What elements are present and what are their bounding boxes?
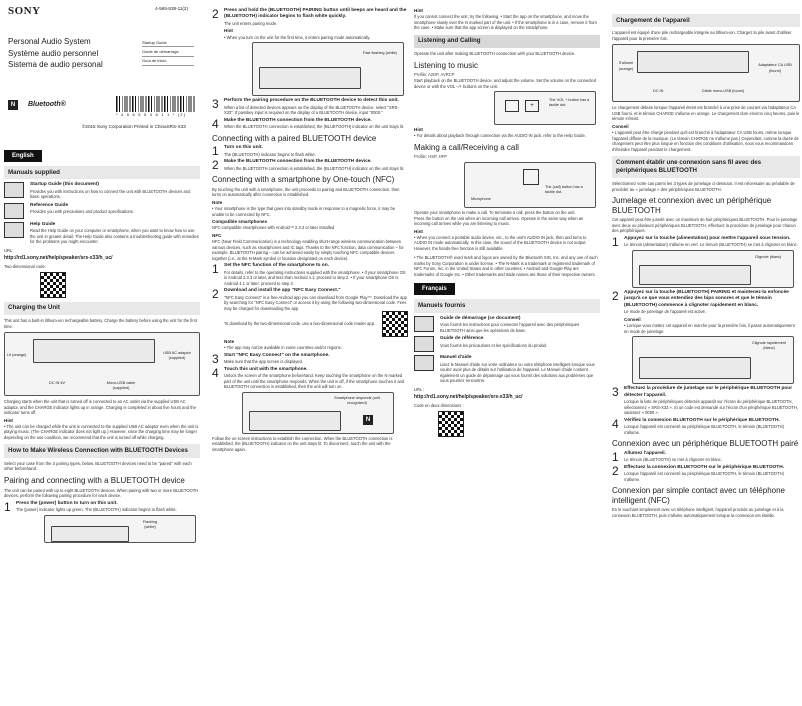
step-number: 4 xyxy=(212,116,219,131)
blink-white-label: Clignote (blanc) xyxy=(754,254,782,259)
reference-text: Provides you with precautions and product specifications. xyxy=(30,209,134,215)
call-figure xyxy=(464,162,596,208)
step-text: Unlock the screen of the smartphone beforehand. Keep touching the smartphone on the N marked part of the unit until the smartphone responds. When the unit is off, if the smartphone touches it and BLUETOOTH connection is established, then the unit will turn on. xyxy=(224,373,405,390)
help-url[interactable]: http://rd1.sony.net/help/speaker/srs-x33/h_uc/ xyxy=(414,394,523,401)
step-text: Le témoin (BLUETOOTH) se met à clignoter en blanc. xyxy=(624,457,722,463)
nfc-step-4 xyxy=(212,367,408,390)
computer-icon xyxy=(4,222,24,238)
column-english-1 xyxy=(4,0,200,706)
call-title: Making a call/Receiving a call xyxy=(414,142,519,152)
startup-title: Guide de démarrage (ce document) xyxy=(440,315,521,321)
step-title: Press the (power) button to turn on this unit. xyxy=(16,500,118,506)
call-profile: Profile: HSP, HFP xyxy=(414,154,447,160)
music-hint: • For details about playback through connection via the AUDIO IN jack, refer to the Help Guide. xyxy=(414,133,586,139)
wireless-intro: Select your case from the 3 pairing types, below. BLUETOOTH devices need to be "paired" with each other beforehand. xyxy=(4,460,192,472)
manual-help-fr xyxy=(414,355,600,384)
music-text: Start playback on the BLUETOOTH device, and adjust the volume. Set the volume on the connected device or with the VOL –/+ buttons on the unit. xyxy=(414,78,596,89)
lang-french: Français xyxy=(414,283,455,295)
help-title: Help Guide xyxy=(30,221,56,227)
speaker-illustration xyxy=(639,357,751,379)
step-number: 1 xyxy=(212,262,219,277)
nfc-note: • Your smartphone is the type that goes into standby mode in response to a magnetic force, it may be unable to be connected by NFC. xyxy=(212,206,396,217)
charge-hint: • L'appareil peut être chargé pendant qu'il est branché à l'adaptateur CA USB fourni, même lorsque l'appareil diffuse de la musique. (Le témoin CHARGE ne s'allume pas.) Cependant, comme la durée de chargement peut être plus longue en fonction des conditions d'utilisation, nous vous recommandons d'éteindre l'appareil pendant le chargement. xyxy=(612,130,799,152)
fr-paired-step-2 xyxy=(612,465,800,483)
n-mark-icon: N xyxy=(8,100,18,110)
step-title: Appuyez sur la touche (BLUETOOTH) PAIRING et maintenez-la enfoncée jusqu'à ce que vous entendiez des bips sonores et que le témoin (BLUETOOTH) commence à clignoter rapidement en blanc. xyxy=(624,289,789,308)
volume-minus-icon xyxy=(505,100,519,112)
reference-title: Guide de référence xyxy=(440,336,484,342)
nfc-step-2 xyxy=(212,288,408,351)
help-text: Lisez le Manuel d'aide sur votre ordinateur ou votre téléphone intelligent lorsque vous voulez avoir plus de détails sur l'utilisation de l'appareil. Le Manuel d'aide contient également un guide de dépannage qui vous fournit des solutions aux problèmes que vous pourriez rencontrer. xyxy=(440,361,595,384)
fr-paired-step-1 xyxy=(612,451,800,463)
paired-title: Connecting with a paired BLUETOOTH device xyxy=(212,133,377,143)
logo-row xyxy=(8,100,66,110)
title-es: Sistema de audio personal xyxy=(8,60,103,70)
wireless-intro: Sélectionnez votre cas parmi les 3 types de jumelage ci-dessous. Il est nécessaire au préalable de procéder au « jumelage » des périphériques BLUETOOTH. xyxy=(612,180,795,192)
step-text: When the BLUETOOTH connection is established, the (BLUETOOTH) indicator on the unit stays lit. xyxy=(224,165,405,171)
title-fr: Système audio personnel xyxy=(8,48,99,58)
pairing-title: Pairing and connecting with a BLUETOOTH device xyxy=(4,476,185,486)
music-profile: Profile: A2DP, AVRCP xyxy=(414,72,455,78)
column-french xyxy=(612,0,800,706)
step-title: Set the NFC function of the smartphone to on. xyxy=(224,263,329,269)
charge-text: Le chargement débute lorsque l'appareil éteint est branché à une prise de courant via l'adaptateur CA USB fourni, et le témoin CHARGE s'allume en orange. Le chargement dure environ cinq heures, puis le témoin s'éteint. xyxy=(612,105,800,122)
step-hint: • Lorsque vous mettez cet appareil en marche pour la première fois, il passe automatiquement en mode de jumelage. xyxy=(624,323,795,334)
step-title: Download and install the app "NFC Easy Connect." xyxy=(224,288,341,294)
step-title: Allumez l'appareil. xyxy=(624,450,666,456)
copyright-line xyxy=(82,124,186,130)
step-text: The unit enters pairing mode. xyxy=(224,20,278,26)
listening-intro: Operate the unit after making BLUETOOTH connection with your BLUETOOTH device. xyxy=(414,51,576,57)
step-title: Start "NFC Easy Connect" on the smartphone. xyxy=(224,352,330,358)
qr-code xyxy=(382,311,408,337)
paired-step-2 xyxy=(212,159,408,171)
manual-startup-fr xyxy=(414,316,600,334)
startup-text: Provides you with instructions on how to connect the unit with BLUETOOTH devices and basic operations. xyxy=(30,188,191,200)
url-label: URL: xyxy=(4,247,14,253)
speaker-illustration xyxy=(51,526,129,542)
step-number: 2 xyxy=(612,463,619,478)
qr-label: Code en deux dimensions : xyxy=(414,403,464,409)
reference-text: Vous fournit les précautions et les spécifications du produit. xyxy=(440,342,548,348)
tactile-label: The VOL + button has a tactile dot. xyxy=(549,98,590,108)
compat-heading: Compatible smartphones xyxy=(212,219,268,225)
step-hint: • When you turn on the unit for the first time, it enters pairing mode automatically. xyxy=(224,34,371,40)
conseil-heading: Conseil xyxy=(624,316,641,322)
nfc-touch-figure xyxy=(242,392,394,434)
help-text: Read the Help Guide on your computer or smartphone, when you want to know how to use the unit in greater detail. The Help Guide also contains a troubleshooting guide with remedies for the problems you might encounter. xyxy=(30,228,199,245)
manual-reference-fr xyxy=(414,336,600,352)
step-number: 2 xyxy=(612,288,619,303)
fr-step-3 xyxy=(612,386,800,415)
barcode-number: * 4 5 6 5 5 3 8 1 1 * (2) xyxy=(116,112,187,117)
fr-step-4 xyxy=(612,418,800,436)
nfc-title: Connecting with a smartphone by One-touch (NFC) xyxy=(212,175,395,185)
step-number: 3 xyxy=(212,97,219,112)
charge-intro: L'appareil est équipé d'une pile rechargeable intégrée au lithium-ion. Chargez la pile avant d'utiliser l'appareil pour la première fois. xyxy=(612,30,792,41)
column-english-2 xyxy=(212,0,408,706)
step-text: When a list of detected devices appears on the display of the BLUETOOTH device, select "SRS-X33". If passkey input is required on the display of a BLUETOOTH device, input "0000." xyxy=(224,104,399,116)
copyright-text: ©2015 Sony Corporation Printed in China xyxy=(82,124,167,129)
step-title: Perform the pairing procedure on the BLUETOOTH device to detect this unit. xyxy=(224,98,399,104)
fast-blink-label: Clignote rapidement (blanc) xyxy=(752,341,786,351)
step-number: 1 xyxy=(612,234,619,249)
step-text: Le mode de jumelage de l'appareil est activé. xyxy=(624,309,707,315)
step-text: Lorsque la liste de périphériques détectés apparaît sur l'écran du périphérique BLUETOOTH, sélectionnez « SRS-X33 ». Si un code est demandé sur l'écran d'un périphérique BLUETOOTH, saisissez « 0000 ». xyxy=(624,399,798,416)
guide-es: Guía de inicio xyxy=(142,57,194,66)
hint-heading: Hint xyxy=(414,127,423,133)
dc-in-label: DC IN xyxy=(653,89,664,94)
blink-figure xyxy=(632,250,794,288)
lit-orange-label: Lit (orange) xyxy=(7,353,27,358)
section-manuals: Manuals supplied xyxy=(4,166,200,179)
book-icon xyxy=(4,203,24,219)
section-wireless: How to Make Wireless Connection with BLUETOOTH Devices xyxy=(4,444,200,457)
section-charging: Charging the Unit xyxy=(4,302,200,315)
qr-label: Two-dimensional code: xyxy=(4,264,46,270)
step-text: "NFC Easy Connect" is a free Android app you can download from Google Play™. Download the app by searching for "NFC Easy Connect" or access it by using the following two-dimensional code. Fees may be charged for downloading the app. xyxy=(224,294,407,311)
step-number: 4 xyxy=(612,416,619,431)
pair-title: Jumelage et connexion avec un périphérique BLUETOOTH xyxy=(612,196,772,215)
pairing-intro: The unit can be paired with up to eight BLUETOOTH devices. When pairing with two or more BLUETOOTH devices, perform the following pairing procedure for each device. xyxy=(4,487,199,499)
speaker-illustration xyxy=(33,339,155,363)
step-3 xyxy=(212,98,408,116)
guide-fr: Guide de démarrage xyxy=(142,47,194,56)
conseil-heading: Conseil xyxy=(612,123,629,129)
reference-title: Reference Guide xyxy=(30,202,69,208)
computer-icon xyxy=(414,355,434,371)
follow-text: Follow the on-screen instructions to establish the connection. When the BLUETOOTH connection is established, the (BLUETOOTH) indicator on the unit stays lit. To disconnect, touch the unit with the smartphone again. xyxy=(212,435,393,452)
fr-step-2 xyxy=(612,290,800,334)
step-number: 4 xyxy=(212,365,219,380)
product-titles xyxy=(8,36,103,71)
lang-english: English xyxy=(4,150,42,162)
section-listening: Listening and Calling xyxy=(414,35,600,48)
book-icon xyxy=(414,336,434,352)
step-title: Appuyez sur la touche (alimentation) pour mettre l'appareil sous tension. xyxy=(624,235,791,241)
fast-flashing-label: Fast flashing (white) xyxy=(363,51,397,56)
bluetooth-logo: Bluetooth® xyxy=(28,101,66,109)
step-title: Make the BLUETOOTH connection from the BLUETOOTH device. xyxy=(224,117,372,123)
guide-list xyxy=(142,38,194,66)
column-english-french xyxy=(414,0,600,706)
help-title: Manuel d'aide xyxy=(440,355,472,361)
hint-heading: Hint xyxy=(4,417,13,423)
book-icon xyxy=(4,182,24,198)
startup-text: Vous fournit les instructions pour connecter l'appareil avec des périphériques BLUETOOTH ainsi que les opérations de base. xyxy=(440,322,580,333)
title-en: Personal Audio System xyxy=(8,37,91,46)
startup-title: Startup Guide (this document) xyxy=(30,182,100,188)
step-text: The (BLUETOOTH) indicator begins to flash white. xyxy=(224,151,316,157)
qr-code xyxy=(438,411,464,437)
paired-title: Connexion avec un périphérique BLUETOOTH pairé xyxy=(612,439,799,449)
section-manuels: Manuels fournis xyxy=(414,299,600,312)
hint-heading: Hint xyxy=(414,8,423,13)
nfc-intro: By touching the unit with a smartphone, the unit proceeds to pairing and BLUETOOTH connection, then turns on automatically after connection is established. xyxy=(212,186,400,198)
nfc-heading: NFC xyxy=(212,232,222,238)
ac-adaptor-label: USB AC adaptor (supplied) xyxy=(163,351,191,361)
step-text: Lorsque l'appareil est connecté au périphérique BLUETOOTH, le témoin (BLUETOOTH) s'allume. xyxy=(624,471,784,482)
hint-heading: Hint xyxy=(414,228,423,234)
speaker-illustration xyxy=(639,265,751,285)
responds-label: Smartphone responds (unit recognized) xyxy=(334,395,380,405)
charging-figure xyxy=(4,332,200,396)
fr-step-1 xyxy=(612,236,800,248)
step-title: Effectuez la connexion BLUETOOTH sur le périphérique BLUETOOTH. xyxy=(624,464,785,470)
step-number: 2 xyxy=(212,287,219,302)
step-number: 2 xyxy=(212,7,219,21)
hint-heading: Hint xyxy=(224,28,233,34)
call-button-label: The (call) button has a tactile dot. xyxy=(545,185,583,195)
section-chargement: Chargement de l'appareil xyxy=(612,14,800,27)
nfc-text: En le touchant simplement avec un téléphone intelligent, l'appareil procède au jumelage et à la connexion BLUETOOTH, puis s'allume automatiquement lorsque la connexion est établie. xyxy=(612,507,784,518)
note-heading: Note xyxy=(224,339,235,345)
step-title: Turn on this unit. xyxy=(224,145,263,151)
micro-usb-label: Micro-USB cable (supplied) xyxy=(106,381,136,391)
step-number: 3 xyxy=(212,351,219,366)
step-text: Le témoin (alimentation) s'allume en vert. Le témoin (BLUETOOTH) se met à clignoter en blanc. xyxy=(624,242,798,248)
microphone-label: Microphone xyxy=(471,197,491,202)
step-number: 1 xyxy=(4,499,11,514)
nfc-title: Connexion par simple contact avec un téléphone intelligent (NFC) xyxy=(612,486,785,505)
fast-flashing-figure xyxy=(252,42,404,96)
charging-intro: This unit has a built-in lithium-ion rechargeable battery. Charge the battery before using the unit for the first time. xyxy=(4,318,197,329)
part-number: 4-565-538-11(2) xyxy=(155,6,188,11)
help-url[interactable]: http://rd1.sony.net/help/speaker/srs-x33/h_uc/ xyxy=(4,255,113,262)
nfc-step-1 xyxy=(212,263,408,286)
orange-label: S'allume (orange) xyxy=(618,61,634,71)
paired-step-1 xyxy=(212,145,408,157)
compat-text: NFC-compatible smartphones with Android™ 2.3.3 or later installed xyxy=(212,225,335,231)
step-number: 3 xyxy=(612,385,619,400)
sony-logo: SONY xyxy=(8,5,41,17)
step-number: 2 xyxy=(212,158,219,173)
call-text-2: Press the button on the unit when an incoming call arrives. Operate in the same way when an incoming call arrives while you are listening to music. xyxy=(414,215,584,227)
dc-in-label: DC IN 5V xyxy=(49,381,66,386)
guide-en: Startup Guide xyxy=(142,38,194,47)
step-number: 1 xyxy=(212,144,219,159)
cable-label: Câble micro-USB (fourni) xyxy=(701,89,745,94)
fast-blink-figure xyxy=(632,336,794,384)
step-title: Vérifiez la connexion BLUETOOTH sur le périphérique BLUETOOTH. xyxy=(624,417,780,423)
step-text: Lorsque l'appareil est connecté au périphérique BLUETOOTH, le témoin (BLUETOOTH) s'allume. xyxy=(624,424,784,435)
nfc-desc: NFC (Near Field Communication) is a technology enabling short-range wireless communication between various devices, such as smartphones and IC tags. Thanks to the NFC function, data communication – for example, BLUETOOTH pairing – can be achieved easily by simply touching NFC compatible devices together (i.e., at the N-Mark symbol or location designated on each device). xyxy=(212,238,404,261)
step-4 xyxy=(212,118,408,130)
n-mark-icon: N xyxy=(363,415,373,425)
manual-startup xyxy=(4,182,200,200)
manual-help xyxy=(4,222,200,245)
speaker-illustration xyxy=(637,51,749,73)
phone-icon xyxy=(523,169,539,185)
step-text: When the BLUETOOTH connection is established, the (BLUETOOTH) indicator on the unit stays lit. xyxy=(224,124,405,130)
call-hint: • When you connect a portable audio device, etc., to the unit's AUDIO IN jack, then and turns to AUDIO IN mode automatically. In this case, the sound of the BLUETOOTH device is not output. However, the hands-free function is still available. xyxy=(414,234,587,251)
model-number: SRS-X33 xyxy=(166,124,186,129)
speaker-illustration xyxy=(259,67,361,89)
step-text: The (power) indicator lights up green. The (BLUETOOTH) indicator begins to flash white. xyxy=(16,507,177,513)
trademarks: • The BLUETOOTH® word mark and logos are owned by the Bluetooth SIG, Inc. and any use of such marks by Sony Corporation is under license. • The N-Mark is a trademark or registered trademark of NFC Forum, Inc. in the United States and in other countries. • Android and Google Play are trademarks of Google Inc. • Other trademarks and trade names are those of their respective owners. xyxy=(414,255,598,277)
section-connexion: Comment établir une connexion sans fil avec des périphériques BLUETOOTH xyxy=(612,156,800,178)
flashing-figure xyxy=(44,515,196,543)
adaptor-label: Adaptateur CA USB (fourni) xyxy=(758,63,792,73)
step-title: Press and hold the (BLUETOOTH) PAIRING button until beeps are heard and the (BLUETOOTH) indicator begins to flash white quickly. xyxy=(224,8,407,20)
step-text: Make sure that the app screen is displayed. xyxy=(224,359,303,365)
volume-plus-label: + xyxy=(525,100,539,112)
call-text-1: Operate your smartphone to make a call. To terminate a call, press the button on the unit. xyxy=(414,210,576,216)
barcode xyxy=(116,96,196,112)
step-2 xyxy=(212,8,408,40)
step-title: Touch this unit with the smartphone. xyxy=(224,366,308,372)
flashing-white-label: Flashing (white) xyxy=(142,519,158,529)
manual-reference xyxy=(4,203,200,219)
qr-code xyxy=(40,272,66,298)
step-title: Effectuez la procédure de jumelage sur le périphérique BLUETOOTH pour détecter l'appareil. xyxy=(624,386,793,398)
book-icon xyxy=(414,316,434,332)
url-label: URL : xyxy=(414,386,425,392)
qr-note: To download by the two-dimensional code, use a two-dimensional code reader app. xyxy=(224,321,376,327)
step-text: For details, refer to the operating instructions supplied with the smartphone. • If your smartphone OS is Android 2.3.3 or later, and less than Android 4.1: proceed to step 2. • If your smartphone OS is Android 4.1 or later: proceed to step 4. xyxy=(224,269,406,286)
charging-figure-fr xyxy=(612,44,800,102)
step-number: 1 xyxy=(612,449,619,464)
nfc-step-3 xyxy=(212,353,408,365)
music-title: Listening to music xyxy=(414,60,479,70)
charging-hint: • The unit can be charged while the unit is connected to the supplied USB AC adaptor even when the unit is playing music. (The CHARGE indicator does not light up.) However, since the charging time may be longer depending on the use condition, we recommend that the unit is turned off while charging. xyxy=(4,423,199,440)
nfc-hint: If you cannot connect the unit, try the following. • Start the app on the smartphone, and move the smartphone slowly over the N marked part of the unit. • If the smartphone is in a case, remove it from the case. • Make sure that the app screen is displayed on the smartphone. xyxy=(414,14,597,31)
step-1 xyxy=(4,501,200,513)
charging-text: Charging starts when the unit that is turned off is connected to an AC outlet via the supplied USB AC adaptor, and the CHARGE indicator lights up in orange. Charging is completed in about five hours and the indicator turns off. xyxy=(4,399,196,416)
pair-intro: Cet appareil peut être jumelé avec un maximum de huit périphériques BLUETOOTH. Pour le jumelage avec deux ou plusieurs périphériques BLUETOOTH, effectuez la procédure de jumelage pour chacun des périphériques. xyxy=(612,217,798,234)
step-title: Make the BLUETOOTH connection from the BLUETOOTH device. xyxy=(224,159,372,165)
volume-figure xyxy=(494,91,596,125)
app-note: • The app may not be available in some countries and/or regions. xyxy=(224,345,342,351)
speaker-illustration xyxy=(249,411,341,431)
note-heading: Note xyxy=(212,199,223,205)
